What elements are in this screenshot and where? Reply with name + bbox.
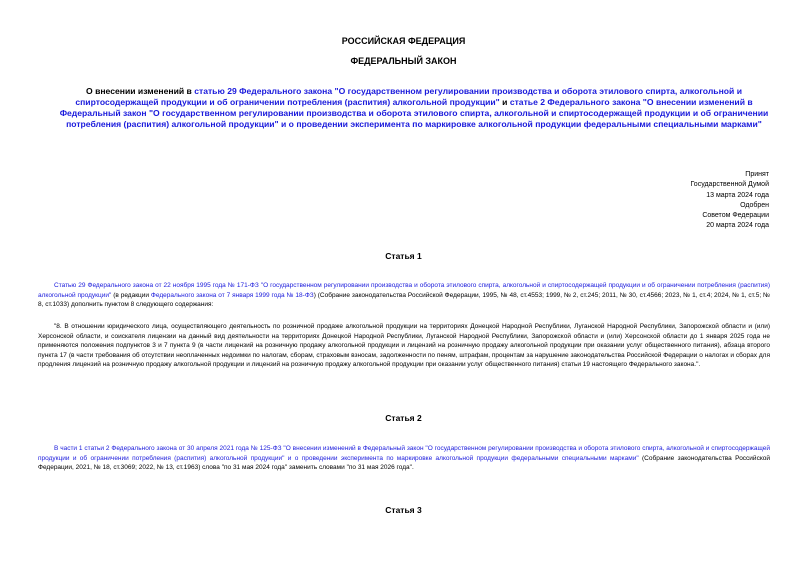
- title-prefix: О внесении изменений в: [86, 86, 195, 96]
- adopted-label: Принят: [745, 171, 769, 178]
- article-1-paragraph-2: [38, 322, 770, 370]
- article-1-link-law-18[interactable]: Федерального закона от 7 января 1999 года № 18-ФЗ: [150, 291, 314, 299]
- article-2-link-law-125[interactable]: В части 1 статьи 2 Федерального закона от 30 апреля 2021 года № 125-ФЗ "О внесении изменений в Федеральный закон "О государственном регулировании производства и оборота этилового спирта, алкогольной и спиртосодержащей продукции и об ограничении потребления (распития) алкогольной продукции" и о проведении эксперимента по маркировке алкогольной продукции федеральными специальными марками": [38, 445, 770, 462]
- law-title: [58, 86, 770, 130]
- approved-date: 20 марта 2024 года: [706, 222, 769, 230]
- adoption-block: [569, 170, 769, 232]
- article-2-text: (Собрание законодательства Российской Федерации, 2021, № 18, ст.3069; 2022, № 13, ст.1963) слова "по 31 мая 2024 года" заменить словами "по 31 мая 2026 года".: [38, 454, 770, 472]
- article-2-paragraph-1: [38, 444, 770, 473]
- title-link-article-2[interactable]: статье 2 Федерального закона "О внесении изменений в Федеральный закон "О государственном регулировании производства и оборота этилового спирта, алкогольной и спиртосодержащей продукции и об ограничении потребления (распития) алкогольной продукции" и о проведении эксперимента по маркировке алкогольной продукции федеральными специальными марками": [59, 97, 769, 129]
- article-1-link-law-171[interactable]: Статью 29 Федерального закона от 22 ноября 1995 года № 171-ФЗ "О государственном регулировании производства и оборота этилового спирта, алкогольной и спиртосодержащей продукции и об ограничении потребления (распития) алкогольной продукции": [38, 282, 770, 299]
- approved-by: Советом Федерации: [702, 212, 769, 220]
- article-1-quoted-item-8: "8. В отношении юридического лица, осуществляющего деятельность по розничной продаже алкогольной продукции на территориях Донецкой Народной Республики, Луганской Народной Республики, Запорожской области и (или) Херсонской области, и соискателя лицензии на данный вид деятельности на территориях Донецкой Народной Республики, Луганской Народной Республики, Запорожской области и (или) Херсонской области до 1 января 2025 года не применяются положения подпунктов 3 и 7 пункта 9 (в части лицензий на розничную продажу алкогольной продукции и лицензий на розничную продажу алкогольной продукции при оказании услуг общественного питания), абзаца второго пункта 17 (в части требования об отсутствии неоплаченных недоимки по налогам, сборам, страховым взносам, задолженности по пеням, штрафам, процентам за нарушение законодательства Российской Федерации о налогах и сборах для продления лицензий на розничную продажу алкогольной продукции и лицензий на розничную продажу алкогольной продукции при оказании услуг общественного питания) статьи 19 настоящего Федерального закона.".: [38, 323, 770, 369]
- country-heading: РОССИЙСКАЯ ФЕДЕРАЦИЯ: [341, 36, 466, 46]
- article-1-text-a: (в редакции: [111, 291, 151, 299]
- article-1-heading: Статья 1: [385, 251, 422, 261]
- article-1-text-b: ) (Собрание законодательства Российской Федерации, 1995, № 48, ст.4553; 1999, № 2, ст.245; 2011, № 30, ст.4566; 2023, № 1, ст.4; 2024, № 1, ст.5; № 8, ст.1033) дополнить пунктом 8 следующего содержания:: [38, 291, 771, 309]
- title-middle: и: [499, 97, 510, 107]
- adopted-by: Государственной Думой: [690, 181, 769, 189]
- article-2-heading: Статья 2: [385, 413, 422, 423]
- approved-label: Одобрен: [740, 201, 769, 209]
- adopted-date: 13 марта 2024 года: [706, 191, 769, 199]
- title-link-article-29[interactable]: статью 29 Федерального закона "О государственном регулировании производства и оборота этилового спирта, алкогольной и спиртосодержащей продукции и об ограничении потребления (распития) алкогольной продукции": [75, 86, 742, 107]
- document-type-heading: ФЕДЕРАЛЬНЫЙ ЗАКОН: [350, 56, 457, 66]
- article-3-heading: Статья 3: [385, 505, 422, 515]
- article-1-paragraph-1: [38, 281, 770, 310]
